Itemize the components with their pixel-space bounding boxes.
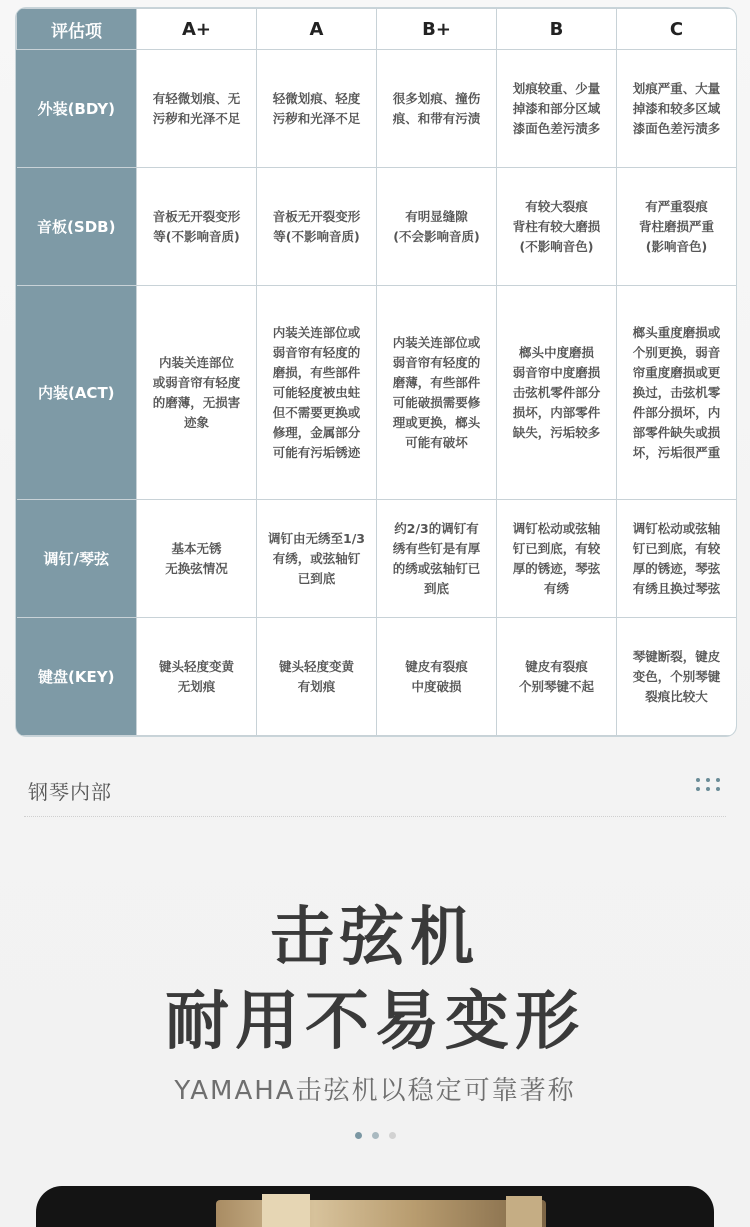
table-cell: 键头轻度变黄 有划痕 bbox=[257, 618, 377, 736]
carousel-pager bbox=[355, 1132, 396, 1139]
table-cell: 内装关连部位或 弱音帘有轻度的 磨薄，有些部件 可能破损需要修 理或更换，榔头 可能有破坏 bbox=[377, 286, 497, 500]
table-cell: 榔头中度磨损 弱音帘中度磨损 击弦机零件部分 损坏，内部零件 缺失，污垢较多 bbox=[497, 286, 617, 500]
hero-title-line1: 击弦机 bbox=[270, 901, 480, 975]
pager-dot[interactable] bbox=[372, 1132, 379, 1139]
grade-header-a-plus: A+ bbox=[137, 9, 257, 50]
grade-header-a: A bbox=[257, 9, 377, 50]
table-cell: 内装关连部位或 弱音帘有轻度的 磨损，有些部件 可能轻度被虫蛀 但不需要更换或 修理，金属部分 可能有污垢锈迹 bbox=[257, 286, 377, 500]
section-header bbox=[0, 760, 750, 816]
table-row bbox=[17, 618, 737, 736]
table-row bbox=[17, 286, 737, 500]
table-cell: 键皮有裂痕 个别琴键不起 bbox=[497, 618, 617, 736]
section-divider bbox=[24, 816, 726, 817]
hero-subtitle: YAMAHA击弦机以稳定可靠著称 bbox=[174, 1076, 576, 1106]
table-row bbox=[17, 500, 737, 618]
table-cell: 键头轻度变黄 无划痕 bbox=[137, 618, 257, 736]
table-cell: 调钉松动或弦轴 钉已到底，有较 厚的锈迹，琴弦 有绣且换过琴弦 bbox=[617, 500, 737, 618]
piano-action-photo bbox=[36, 1186, 714, 1227]
table-cell: 音板无开裂变形 等(不影响音质) bbox=[137, 168, 257, 286]
hero-title-line2: 耐用不易变形 bbox=[165, 985, 585, 1059]
table-cell: 内装关连部位 或弱音帘有轻度 的磨薄，无损害 迹象 bbox=[137, 286, 257, 500]
piano-action-part bbox=[262, 1194, 310, 1227]
table-cell: 基本无锈 无换弦情况 bbox=[137, 500, 257, 618]
grade-header-b: B bbox=[497, 9, 617, 50]
grade-header-c: C bbox=[617, 9, 737, 50]
table-cell: 约2/3的调钉有 绣有些钉是有厚 的绣或弦轴钉已 到底 bbox=[377, 500, 497, 618]
table-cell: 轻微划痕、轻度 污秽和光泽不足 bbox=[257, 50, 377, 168]
grading-table bbox=[16, 8, 736, 736]
table-cell: 调钉由无绣至1/3 有绣，或弦轴钉 已到底 bbox=[257, 500, 377, 618]
table-cell: 有轻微划痕、无 污秽和光泽不足 bbox=[137, 50, 257, 168]
row-label-keyboard: 键盘(KEY) bbox=[17, 618, 137, 736]
table-cell: 有较大裂痕 背柱有较大磨损 (不影响音色) bbox=[497, 168, 617, 286]
piano-action-part bbox=[506, 1196, 542, 1227]
table-cell: 调钉松动或弦轴 钉已到底，有较 厚的锈迹，琴弦 有绣 bbox=[497, 500, 617, 618]
table-cell: 划痕较重、少量 掉漆和部分区域 漆面色差污渍多 bbox=[497, 50, 617, 168]
table-cell: 榔头重度磨损或 个别更换，弱音 帘重度磨损或更 换过，击弦机零 件部分损坏，内 部零件缺失或损 坏，污垢很严重 bbox=[617, 286, 737, 500]
pager-dot[interactable] bbox=[389, 1132, 396, 1139]
dots-grid-icon[interactable] bbox=[696, 778, 722, 792]
table-cell: 琴键断裂，键皮 变色，个别琴键 裂痕比较大 bbox=[617, 618, 737, 736]
table-cell: 键皮有裂痕 中度破损 bbox=[377, 618, 497, 736]
row-label-action: 内装(ACT) bbox=[17, 286, 137, 500]
table-cell: 很多划痕、撞伤 痕、和带有污渍 bbox=[377, 50, 497, 168]
row-label-pins-strings: 调钉/琴弦 bbox=[17, 500, 137, 618]
table-cell: 划痕严重、大量 掉漆和较多区域 漆面色差污渍多 bbox=[617, 50, 737, 168]
table-cell: 音板无开裂变形 等(不影响音质) bbox=[257, 168, 377, 286]
grading-table-card bbox=[16, 8, 736, 736]
section-title: 钢琴内部 bbox=[28, 780, 112, 804]
row-label-soundboard: 音板(SDB) bbox=[17, 168, 137, 286]
corner-label: 评估项 bbox=[17, 9, 137, 50]
table-row bbox=[17, 50, 737, 168]
table-cell: 有严重裂痕 背柱磨损严重 (影响音色) bbox=[617, 168, 737, 286]
table-row bbox=[17, 168, 737, 286]
row-label-exterior: 外装(BDY) bbox=[17, 50, 137, 168]
grade-header-b-plus: B+ bbox=[377, 9, 497, 50]
table-cell: 有明显缝隙 (不会影响音质) bbox=[377, 168, 497, 286]
table-header-row bbox=[17, 9, 737, 50]
pager-dot[interactable] bbox=[355, 1132, 362, 1139]
